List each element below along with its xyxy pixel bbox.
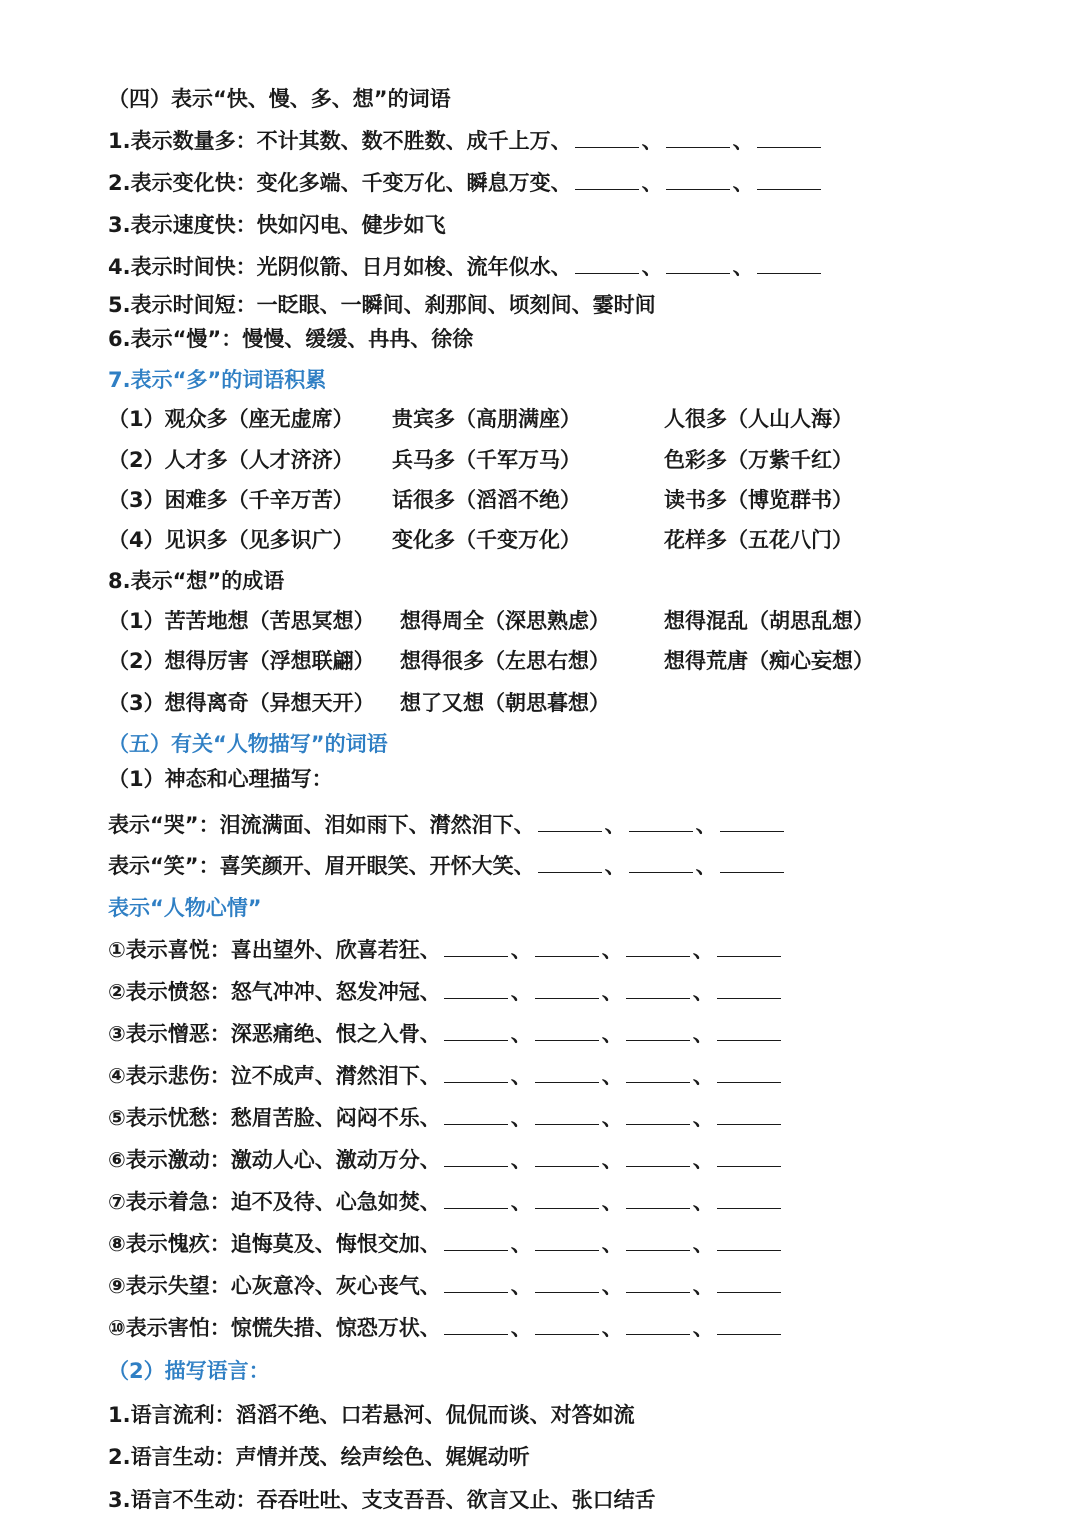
blank-group: 、 、 [535, 854, 787, 878]
s4-item-6: 6.表示“慢”：慢慢、缓缓、冉冉、徐徐 [108, 327, 474, 351]
blank-group: 、 、 [572, 129, 824, 153]
answer-blank[interactable] [626, 936, 690, 957]
xiang-cell: 想得混乱（胡思乱想） [664, 609, 874, 633]
duo-cell: 色彩多（万紫千红） [664, 448, 853, 472]
xinqing-item: ⑥表示激动：激动人心、激动万分、 、 、 、 [108, 1145, 784, 1175]
answer-blank[interactable] [444, 1230, 508, 1251]
answer-blank[interactable] [535, 1104, 599, 1125]
duo-cell: 变化多（千变万化） [392, 528, 581, 552]
section5-title: （五）有关“人物描写”的词语 [108, 732, 388, 756]
answer-blank[interactable] [757, 253, 821, 274]
answer-blank[interactable] [575, 253, 639, 274]
duo-cell: 贵宾多（高朋满座） [392, 407, 581, 431]
duo-cell: （3）困难多（千辛万苦） [108, 488, 354, 512]
answer-blank[interactable] [626, 1062, 690, 1083]
xiang-cell: 想得很多（左思右想） [400, 649, 610, 673]
blank-group: 、 、 、 [441, 938, 784, 962]
duo-cell: （1）观众多（座无虚席） [108, 407, 354, 431]
answer-blank[interactable] [626, 1314, 690, 1335]
answer-blank[interactable] [444, 1146, 508, 1167]
section4-title: （四）表示“快、慢、多、想”的词语 [108, 87, 451, 111]
answer-blank[interactable] [757, 127, 821, 148]
xinqing-item: ②表示愤怒：怒气冲冲、怒发冲冠、 、 、 、 [108, 977, 784, 1007]
answer-blank[interactable] [575, 169, 639, 190]
answer-blank[interactable] [444, 1020, 508, 1041]
blank-group: 、 、 、 [441, 1274, 784, 1298]
xinqing-item: ⑧表示愧疚：追悔莫及、悔恨交加、 、 、 、 [108, 1229, 784, 1259]
answer-blank[interactable] [444, 1062, 508, 1083]
duo-title: 7.表示“多”的词语积累 [108, 368, 327, 392]
answer-blank[interactable] [535, 936, 599, 957]
answer-blank[interactable] [535, 978, 599, 999]
blank-group: 、 、 [572, 171, 824, 195]
answer-blank[interactable] [717, 1314, 781, 1335]
answer-blank[interactable] [538, 811, 602, 832]
answer-blank[interactable] [717, 1230, 781, 1251]
s4-item-4: 4.表示时间快：光阴似箭、日月如梭、流年似水、 、 、 [108, 252, 824, 282]
shentai-title: （1）神态和心理描写： [108, 767, 333, 791]
answer-blank[interactable] [629, 811, 693, 832]
xiang-title: 8.表示“想”的成语 [108, 569, 285, 593]
blank-group: 、 、 、 [441, 1232, 784, 1256]
yuyan-item-3: 3.语言不生动：吞吞吐吐、支支吾吾、欲言又止、张口结舌 [108, 1488, 656, 1512]
duo-cell: 兵马多（千军万马） [392, 448, 581, 472]
duo-cell: 话很多（滔滔不绝） [392, 488, 581, 512]
s4-item-1: 1.表示数量多：不计其数、数不胜数、成千上万、 、 、 [108, 126, 824, 156]
answer-blank[interactable] [444, 978, 508, 999]
xiang-cell: 想得荒唐（痴心妄想） [664, 649, 874, 673]
xinqing-item: ⑦表示着急：迫不及待、心急如焚、 、 、 、 [108, 1187, 784, 1217]
answer-blank[interactable] [720, 811, 784, 832]
blank-group: 、 、 、 [441, 980, 784, 1004]
blank-group: 、 、 、 [441, 1064, 784, 1088]
duo-cell: （2）人才多（人才济济） [108, 448, 354, 472]
ku-line: 表示“哭”：泪流满面、泪如雨下、潸然泪下、 、 、 [108, 810, 787, 840]
xinqing-item: ⑨表示失望：心灰意冷、灰心丧气、 、 、 、 [108, 1271, 784, 1301]
answer-blank[interactable] [535, 1020, 599, 1041]
answer-blank[interactable] [535, 1230, 599, 1251]
answer-blank[interactable] [717, 1062, 781, 1083]
xiang-cell: （1）苦苦地想（苦思冥想） [108, 609, 375, 633]
answer-blank[interactable] [717, 978, 781, 999]
answer-blank[interactable] [444, 936, 508, 957]
answer-blank[interactable] [717, 1104, 781, 1125]
duo-cell: 花样多（五花八门） [664, 528, 853, 552]
xinqing-item: ③表示憎恶：深恶痛绝、恨之入骨、 、 、 、 [108, 1019, 784, 1049]
answer-blank[interactable] [444, 1104, 508, 1125]
answer-blank[interactable] [575, 127, 639, 148]
xinqing-title: 表示“人物心情” [108, 896, 262, 920]
xinqing-item: ⑤表示忧愁：愁眉苦脸、闷闷不乐、 、 、 、 [108, 1103, 784, 1133]
s4-item-3: 3.表示速度快：快如闪电、健步如飞 [108, 213, 446, 237]
answer-blank[interactable] [626, 1188, 690, 1209]
answer-blank[interactable] [444, 1314, 508, 1335]
xiao-line: 表示“笑”：喜笑颜开、眉开眼笑、开怀大笑、 、 、 [108, 851, 787, 881]
blank-group: 、 、 、 [441, 1190, 784, 1214]
answer-blank[interactable] [535, 1062, 599, 1083]
answer-blank[interactable] [444, 1272, 508, 1293]
yuyan-title: （2）描写语言： [108, 1359, 270, 1383]
answer-blank[interactable] [666, 169, 730, 190]
answer-blank[interactable] [535, 1188, 599, 1209]
s4-item-2: 2.表示变化快：变化多端、千变万化、瞬息万变、 、 、 [108, 168, 824, 198]
answer-blank[interactable] [626, 1104, 690, 1125]
blank-group: 、 、 、 [441, 1148, 784, 1172]
answer-blank[interactable] [717, 1146, 781, 1167]
answer-blank[interactable] [626, 978, 690, 999]
blank-group: 、 、 、 [441, 1316, 784, 1340]
s4-item-5: 5.表示时间短：一眨眼、一瞬间、刹那间、顷刻间、霎时间 [108, 293, 656, 317]
xiang-cell: （3）想得离奇（异想天开） [108, 691, 375, 715]
xinqing-item: ④表示悲伤：泣不成声、潸然泪下、 、 、 、 [108, 1061, 784, 1091]
answer-blank[interactable] [666, 127, 730, 148]
xiang-cell: （2）想得厉害（浮想联翩） [108, 649, 375, 673]
duo-cell: 人很多（人山人海） [664, 407, 853, 431]
xiang-cell: 想得周全（深思熟虑） [400, 609, 610, 633]
answer-blank[interactable] [720, 852, 784, 873]
answer-blank[interactable] [757, 169, 821, 190]
blank-group: 、 、 [572, 255, 824, 279]
answer-blank[interactable] [626, 1230, 690, 1251]
answer-blank[interactable] [535, 1146, 599, 1167]
yuyan-item-2: 2.语言生动：声情并茂、绘声绘色、娓娓动听 [108, 1445, 530, 1469]
xinqing-item: ①表示喜悦：喜出望外、欣喜若狂、 、 、 、 [108, 935, 784, 965]
duo-cell: 读书多（博览群书） [664, 488, 853, 512]
blank-group: 、 、 、 [441, 1106, 784, 1130]
answer-blank[interactable] [626, 1272, 690, 1293]
answer-blank[interactable] [626, 1020, 690, 1041]
answer-blank[interactable] [535, 1314, 599, 1335]
answer-blank[interactable] [717, 1272, 781, 1293]
yuyan-item-1: 1.语言流利：滔滔不绝、口若悬河、侃侃而谈、对答如流 [108, 1403, 635, 1427]
xiang-cell: 想了又想（朝思暮想） [400, 691, 610, 715]
answer-blank[interactable] [535, 1272, 599, 1293]
answer-blank[interactable] [629, 852, 693, 873]
answer-blank[interactable] [538, 852, 602, 873]
answer-blank[interactable] [717, 1020, 781, 1041]
answer-blank[interactable] [626, 1146, 690, 1167]
answer-blank[interactable] [444, 1188, 508, 1209]
answer-blank[interactable] [717, 936, 781, 957]
answer-blank[interactable] [717, 1188, 781, 1209]
blank-group: 、 、 [535, 813, 787, 837]
xinqing-item: ⑩表示害怕：惊慌失措、惊恐万状、 、 、 、 [108, 1313, 784, 1343]
duo-cell: （4）见识多（见多识广） [108, 528, 354, 552]
answer-blank[interactable] [666, 253, 730, 274]
blank-group: 、 、 、 [441, 1022, 784, 1046]
